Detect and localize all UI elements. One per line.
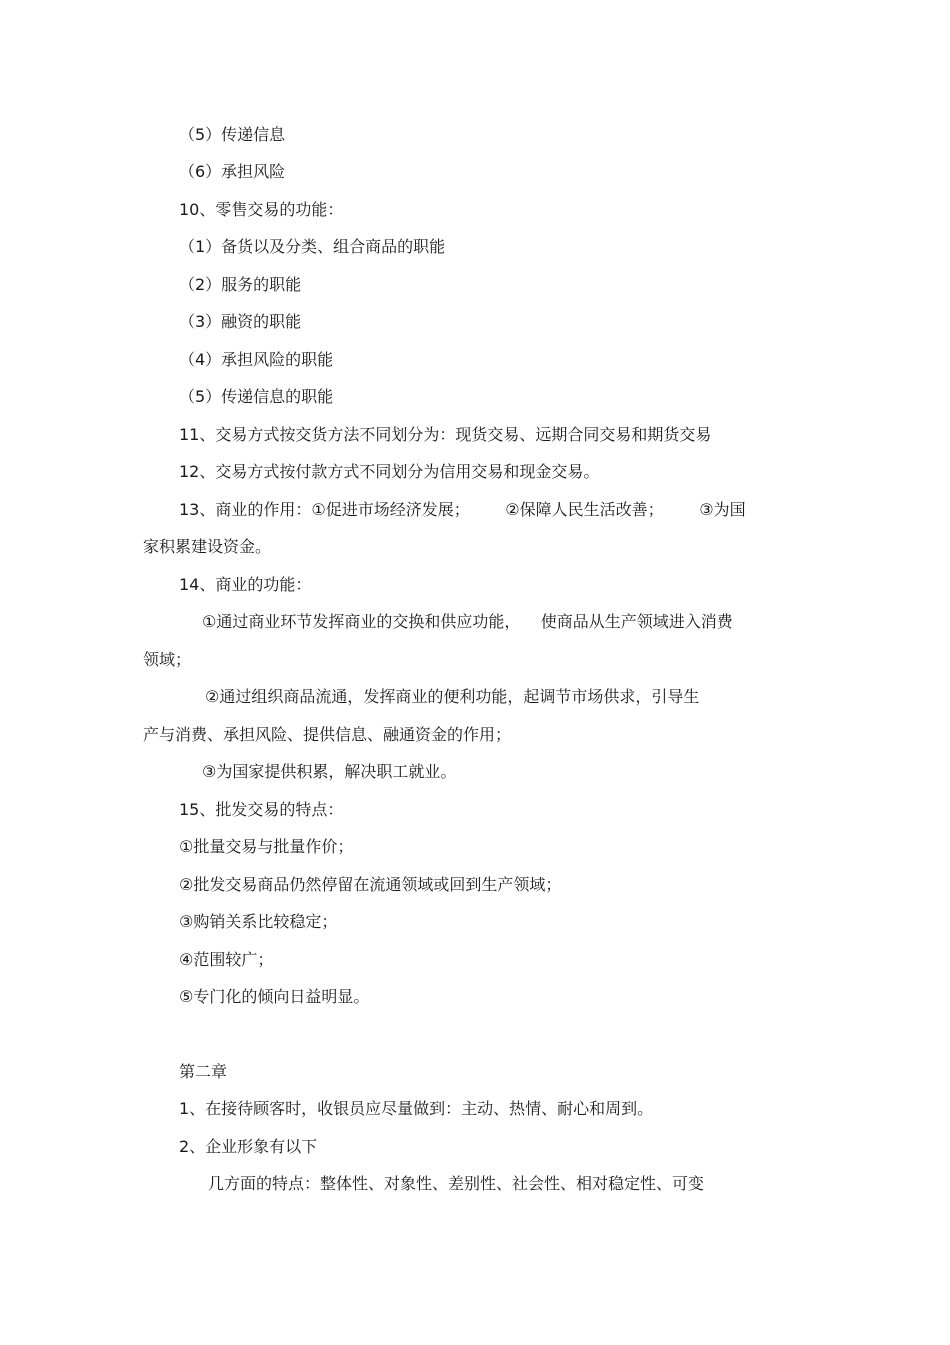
heading-item-10: 10、零售交易的功能： [179,200,344,219]
chapter-heading: 第二章 [179,1062,228,1081]
list-item-retail-4: （4）承担风险的职能 [179,350,334,369]
heading-item-12: 12、交易方式按付款方式不同划分为信用交易和现金交易。 [179,462,600,481]
function-item-3: ③为国家提供积累，解决职工就业。 [202,762,457,781]
list-item-retail-3: （3）融资的职能 [179,312,302,331]
wholesale-feature-5: ⑤专门化的倾向日益明显。 [179,987,370,1006]
heading-item-11: 11、交易方式按交货方法不同划分为：现货交易、远期合同交易和期货交易 [179,425,712,444]
list-item-5-transmit-info: （5）传递信息 [179,125,286,144]
function-item-2: ②通过组织商品流通，发挥商业的便利功能，起调节市场供求，引导生 [205,687,700,706]
list-item-6-bear-risk: （6）承担风险 [179,162,286,181]
list-item-retail-1: （1）备货以及分类、组合商品的职能 [179,237,446,256]
wholesale-feature-3: ③购销关系比较稳定； [179,912,338,931]
heading-item-14: 14、商业的功能： [179,575,312,594]
chapter2-item-1: 1、在接待顾客时，收银员应尽量做到：主动、热情、耐心和周到。 [179,1099,654,1118]
function-item-1: ①通过商业环节发挥商业的交换和供应功能， 使商品从生产领域进入消费 [202,612,733,631]
heading-item-13: 13、商业的作用：①促进市场经济发展； ②保障人民生活改善； ③为国 [179,500,746,519]
chapter2-item-2-continuation: 几方面的特点：整体性、对象性、差别性、社会性、相对稳定性、可变 [208,1174,705,1193]
function-item-1-continuation: 领域； [143,650,192,669]
function-item-2-continuation: 产与消费、承担风险、提供信息、融通资金的作用； [143,725,512,744]
heading-item-15: 15、批发交易的特点： [179,800,344,819]
wholesale-feature-1: ①批量交易与批量作价； [179,837,354,856]
wholesale-feature-4: ④范围较广； [179,950,274,969]
list-item-retail-5: （5）传递信息的职能 [179,387,334,406]
wholesale-feature-2: ②批发交易商品仍然停留在流通领域或回到生产领域； [179,875,562,894]
chapter2-item-2: 2、企业形象有以下 [179,1137,318,1156]
paragraph-continuation-13: 家积累建设资金。 [143,537,272,556]
list-item-retail-2: （2）服务的职能 [179,275,302,294]
